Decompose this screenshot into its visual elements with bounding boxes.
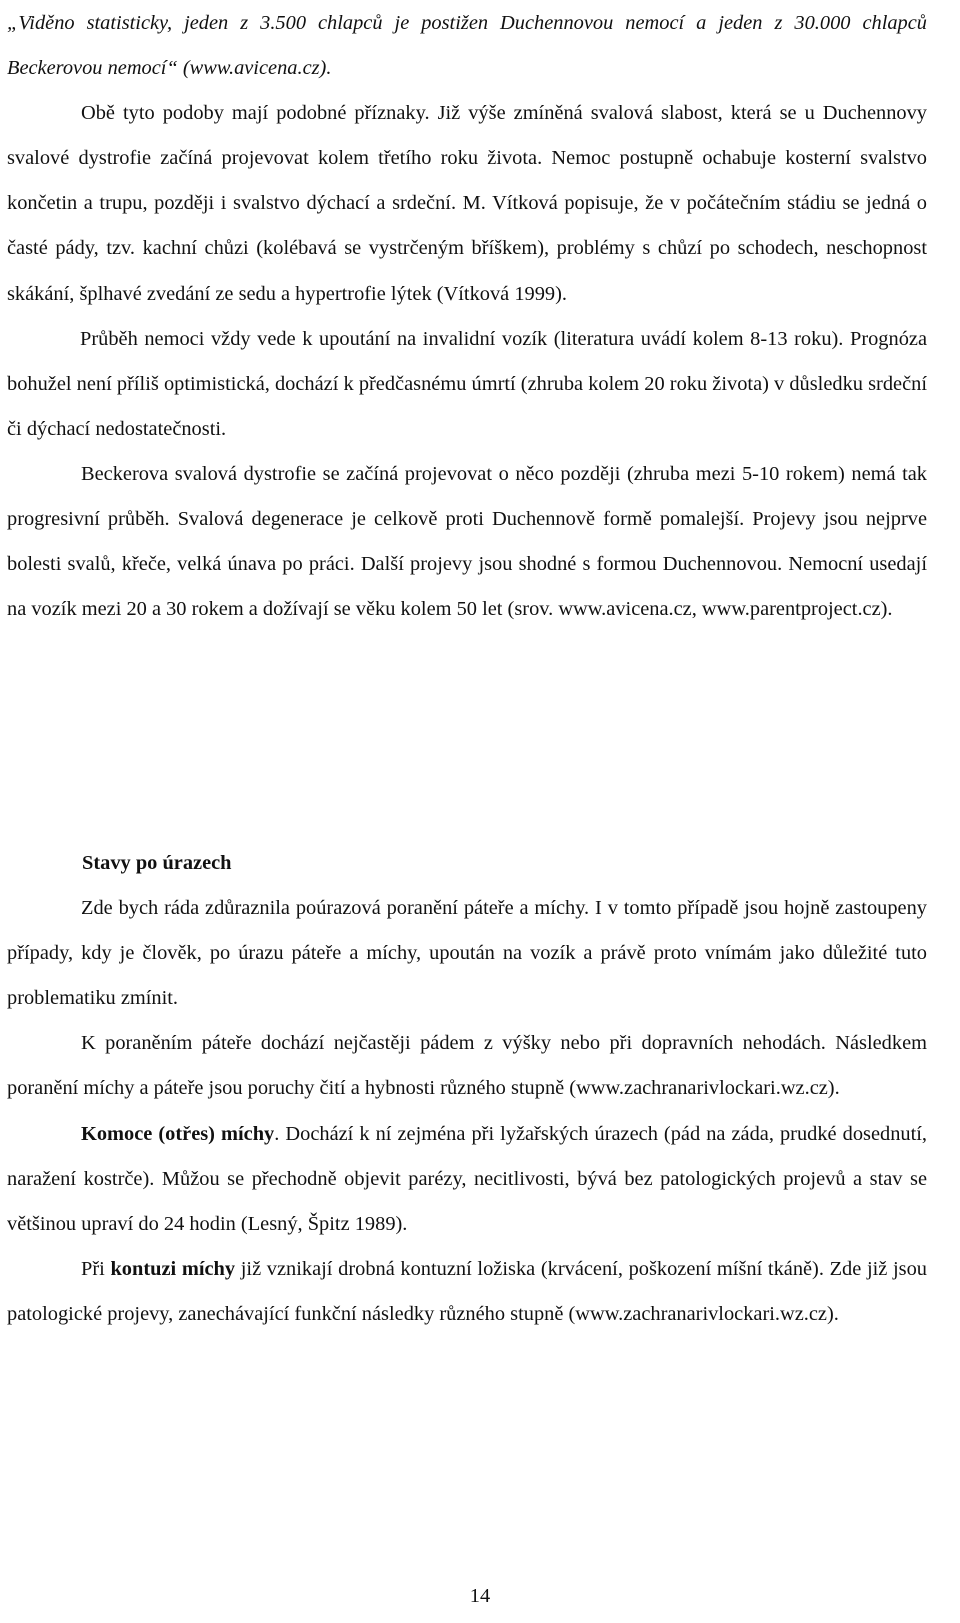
- quote-paragraph: [7, 1, 927, 91]
- paragraph-kontuze: [7, 1247, 927, 1337]
- kontuze-term: kontuzi míchy: [110, 1257, 236, 1280]
- paragraph-course: Průběh nemoci vždy vede k upoutání na invalidní vozík (literatura uvádí kolem 8-13 roku). Prognóza bohužel není příliš optimistická, dochází k předčasnému úmrtí (zhruba kolem 20 roku života) v důsledku srdeční či dýchací nedostatečnosti.: [7, 327, 927, 440]
- paragraph-spine-injuries: K poraněním páteře dochází nejčastěji pádem z výšky nebo při dopravních nehodách. Následkem poranění míchy a páteře jsou poruchy čití a hybnosti různého stupně (www.zachranarivlockari.wz.cz).: [7, 1032, 927, 1100]
- quote-text: „Viděno statisticky, jeden z 3.500 chlapců je postižen Duchennovou nemocí a jeden z 30.000 chlapců Beckerovou nemocí“ (www.avicena.cz).: [7, 12, 927, 80]
- paragraph-injuries-intro: Zde bych ráda zdůraznila poúrazová poranění páteře a míchy. I v tomto případě jsou hojně zastoupeny případy, kdy je člověk, po úrazu páteře a míchy, upoután na vozík a právě proto vnímám jako důležité tuto problematiku zmínit.: [7, 897, 927, 1010]
- section-heading: Stavy po úrazech: [82, 852, 232, 874]
- paragraph-symptoms: Obě tyto podoby mají podobné příznaky. Již výše zmíněná svalová slabost, která se u Duchennovy svalové dystrofie začíná projevovat kolem třetího roku života. Nemoc postupně ochabuje kosterní svalstvo končetin a trupu, později i svalstvo dýchací a srdeční. M. Vítková popisuje, že v počátečním stádiu se jedná o časté pády, tzv. kachní chůzi (kolébavá se vystrčeným bříškem), problémy s chůzí po schodech, neschopnost skákání, šplhavé zvedání ze sedu a hypertrofie lýtek (Vítková 1999).: [7, 102, 927, 305]
- page-number: 14: [469, 1585, 491, 1607]
- top-text-block: [7, 1, 927, 632]
- kontuze-prefix: Při: [81, 1257, 111, 1280]
- komoce-term: Komoce (otřes) míchy: [81, 1122, 275, 1145]
- section-text-block: [7, 841, 927, 1337]
- paragraph-becker: Beckerova svalová dystrofie se začíná projevovat o něco později (zhruba mezi 5-10 rokem) nemá tak progresivní průběh. Svalová degenerace je celkově proti Duchennově formě pomalejší. Projevy jsou nejprve bolesti svalů, křeče, velká únava po práci. Další projevy jsou shodné s formou Duchennovou. Nemocní usedají na vozík mezi 20 a 30 rokem a dožívají se věku kolem 50 let (srov. www.avicena.cz, www.parentproject.cz).: [7, 462, 927, 621]
- komoce-text: . Dochází k ní zejména při lyžařských úrazech (pád na záda, prudké dosednutí, naražení kostrče). Můžou se přechodně objevit parézy, necitlivosti, bývá bez patologických projevů a stav se většinou upraví do 24 hodin (Lesný, Špitz 1989).: [7, 1122, 928, 1235]
- paragraph-komoce: [7, 1112, 927, 1247]
- kontuze-text: již vznikají drobná kontuzní ložiska (krvácení, poškození míšní tkáně). Zde již jsou patologické projevy, zanechávající funkční následky různého stupně (www.zachranarivlockari.wz.cz).: [7, 1257, 927, 1325]
